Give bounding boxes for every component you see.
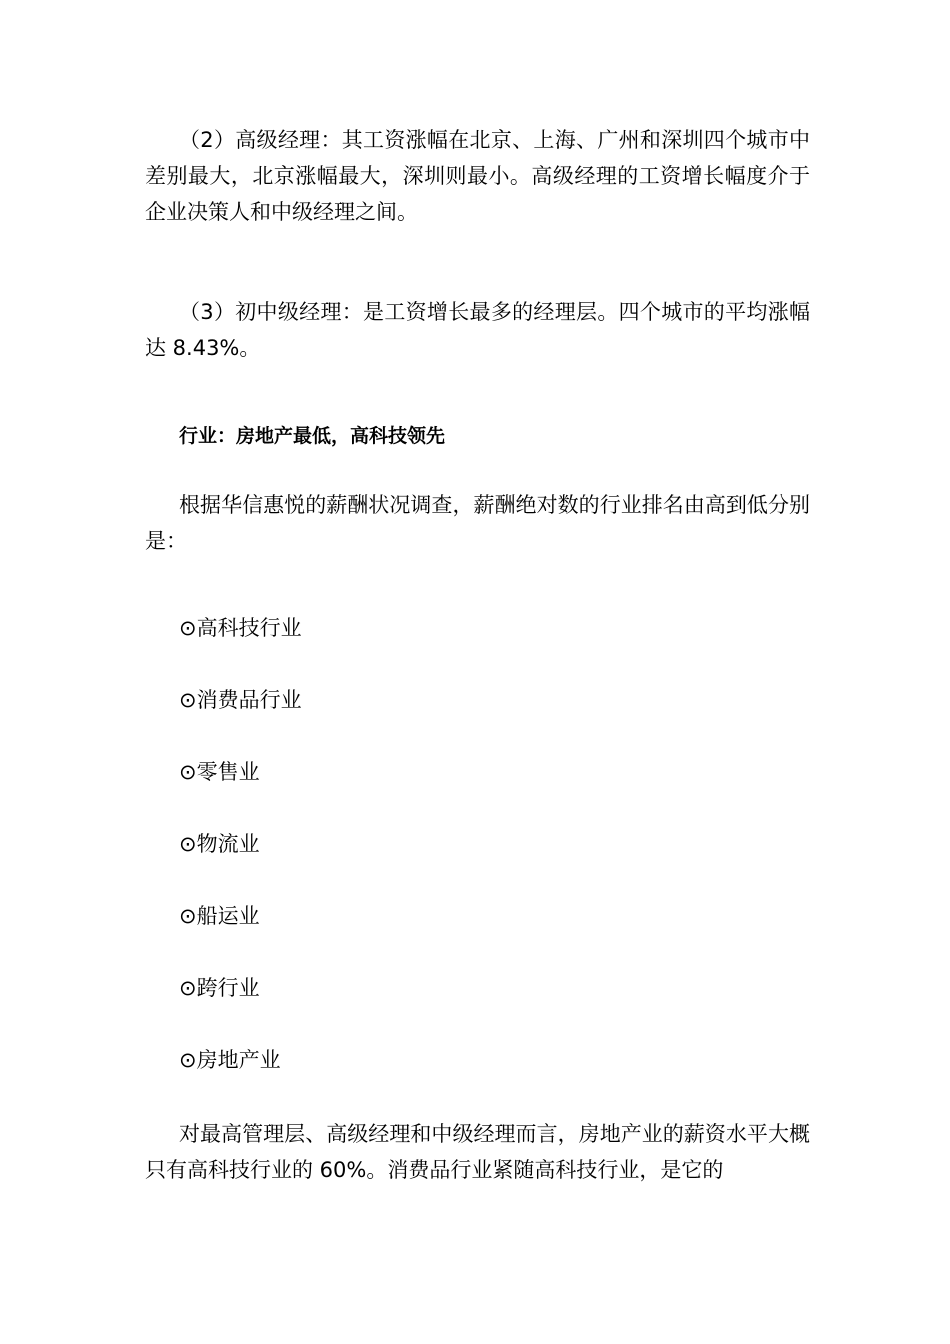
list-item: ⊙跨行业 [179,976,260,1000]
paragraph-comparison: 对最高管理层、高级经理和中级经理而言，房地产业的薪资水平大概只有高科技行业的 60%。消费品行业紧随高科技行业，是它的 [145,1122,810,1182]
list-item: ⊙零售业 [179,760,260,784]
list-item: ⊙高科技行业 [179,616,302,640]
paragraph-junior-manager: （3）初中级经理：是工资增长最多的经理层。四个城市的平均涨幅达 8.43%。 [145,300,810,360]
list-item: ⊙船运业 [179,904,260,928]
paragraph-ranking-intro: 根据华信惠悦的薪酬状况调查，薪酬绝对数的行业排名由高到低分别是： [145,493,810,553]
list-item: ⊙房地产业 [179,1048,281,1072]
list-item: ⊙物流业 [179,832,260,856]
paragraph-senior-manager: （2）高级经理：其工资涨幅在北京、上海、广州和深圳四个城市中差别最大，北京涨幅最大，深圳则最小。高级经理的工资增长幅度介于企业决策人和中级经理之间。 [145,128,810,224]
list-item: ⊙消费品行业 [179,688,302,712]
section-heading: 行业：房地产最低，高科技领先 [179,425,446,447]
